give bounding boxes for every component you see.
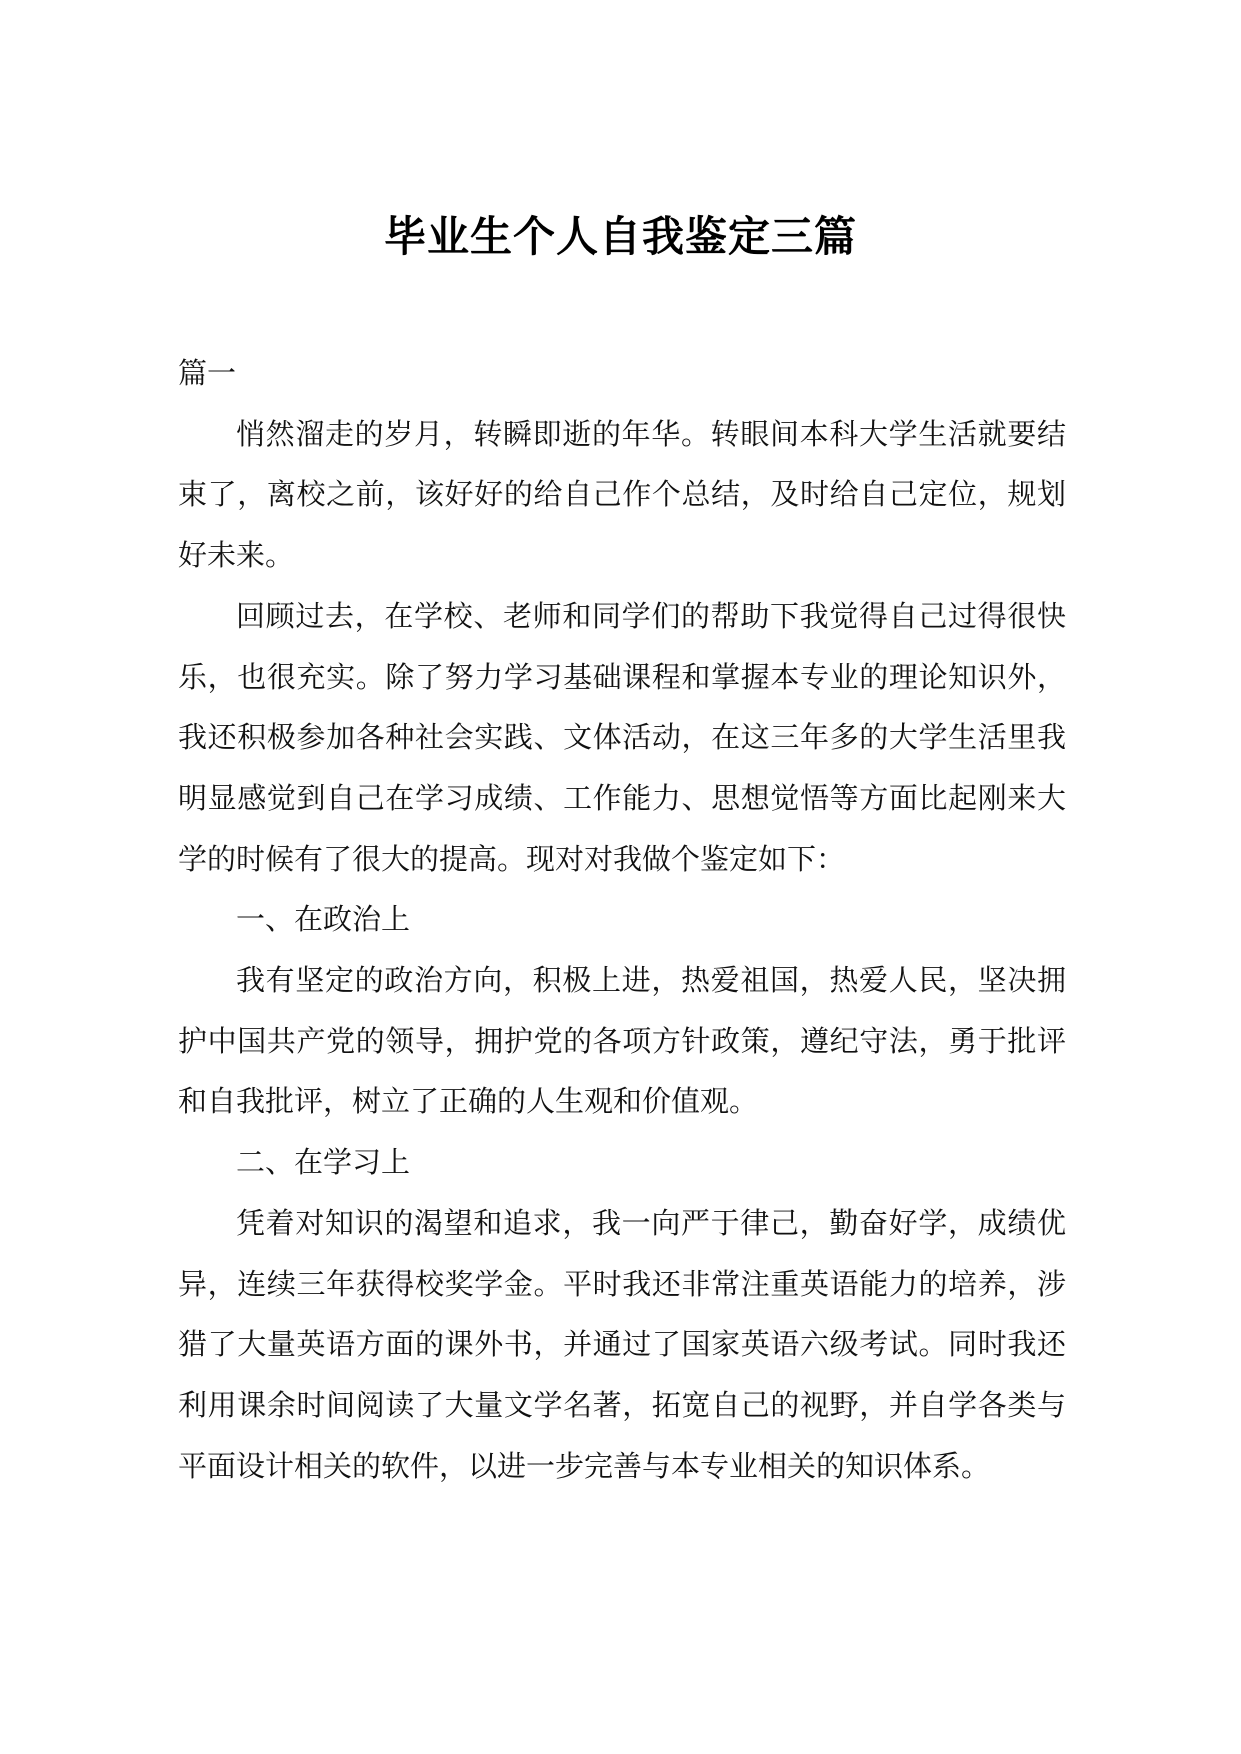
paragraph-study: 凭着对知识的渴望和追求，我一向严于律己，勤奋好学，成绩优异，连续三年获得校奖学金。平时我还非常注重英语能力的培养，涉猎了大量英语方面的课外书，并通过了国家英语六级考试。同时我还利用课余时间阅读了大量文学名著，拓宽自己的视野，并自学各类与平面设计相关的软件，以进一步完善与本专业相关的知识体系。 xyxy=(178,1205,1066,1483)
heading-study: 二、在学习上 xyxy=(236,1145,411,1180)
document-body xyxy=(178,343,1066,1496)
paragraph-review: 回顾过去，在学校、老师和同学们的帮助下我觉得自己过得很快乐，也很充实。除了努力学习基础课程和掌握本专业的理论知识外，我还积极参加各种社会实践、文体活动，在这三年多的大学生活里我明显感觉到自己在学习成绩、工作能力、思想觉悟等方面比起刚来大学的时候有了很大的提高。现对对我做个鉴定如下： xyxy=(178,598,1066,876)
section-label: 篇一 xyxy=(178,356,237,390)
paragraph-politics: 我有坚定的政治方向，积极上进，热爱祖国，热爱人民，坚决拥护中国共产党的领导，拥护党的各项方针政策，遵纪守法，勇于批评和自我批评，树立了正确的人生观和价值观。 xyxy=(178,963,1066,1119)
paragraph-intro: 悄然溜走的岁月，转瞬即逝的年华。转眼间本科大学生活就要结束了，离校之前，该好好的给自己作个总结，及时给自己定位，规划好未来。 xyxy=(178,416,1066,573)
heading-politics: 一、在政治上 xyxy=(236,902,411,937)
document-title: 毕业生个人自我鉴定三篇 xyxy=(383,212,857,261)
